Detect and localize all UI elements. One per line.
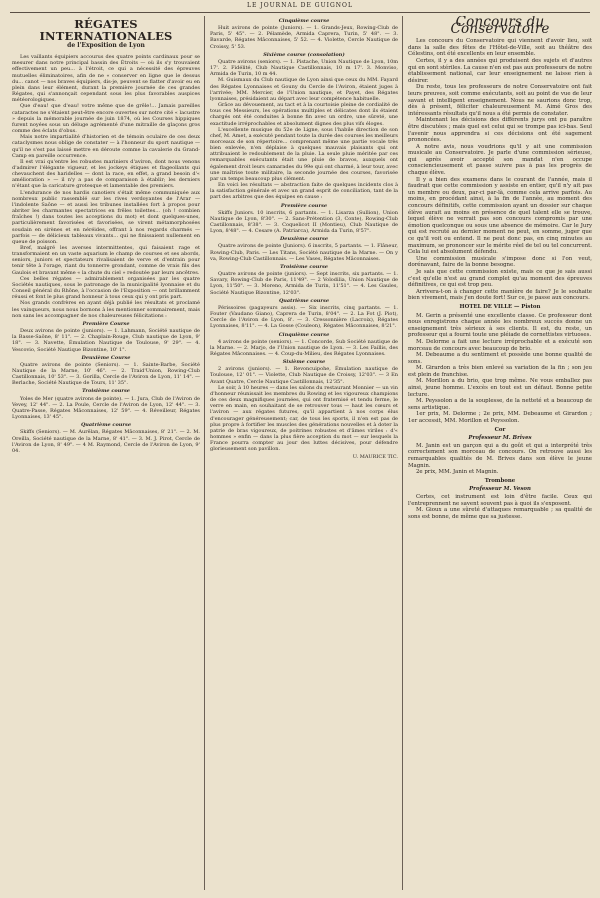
article-paragraph: Certes, cet instrument est loin d'être facile. Ceux qui l'entreprennent ne savent souvent pas à quoi ils s'exposent. (408, 493, 592, 507)
race-title: Deuxième Course (81, 354, 131, 361)
race-title: Sixième course (consolation) (263, 51, 345, 58)
article-paragraph: Je sais que cette commission existe, mais ce que je sais aussi c'est qu'elle n'est au grand complet qu'au moment des épreuves définitives, ce qui est trop peu. (408, 268, 592, 289)
article-paragraph: Du reste, tous les professeurs de notre Conservatoire ont fait leurs preuves, soit comme exécutants, soit au point de vue de leur savant et intelligent enseignement. Nous ne saurions donc trop, dès à présent, féliciter chaleureusement M. Aimé Gros des intéressants résultats qu'il nous a été permis de constater. (408, 84, 592, 117)
article-paragraph: Le soir, à 10 heures — dans les salons du restaurant Monnier — un vin d'honneur réunissait les membres du Rowing et les vigoureux champions de ces deux magnifiques journées, qui ont fraternisé et tendu ferme, le verre en main, en souhaitant de se retrouver tous — haut les cœurs et l'aviron — aux régates futures, qu'il appartient à nos corps élus d'encourager généreusement; car, de tous les sports, il n'en est pas de plus propre à fortifier les muscles des générations nouvelles et à doter la patrie de bras vigoureux, de poitrines robustes et d'âmes viriles : d'« hommes » enfin — dans la plus fière acception du mot — sur lesquels la France pourra compter au jour des luttes décisives, pour défendre glorieusement son pavillon. (210, 384, 398, 453)
regates-headline: RÉGATES INTERNATIONALES (39, 17, 173, 43)
conservatoire-headline: Concours du Conservatoire (450, 16, 550, 37)
article-paragraph: Il est vrai qu'entre les robustes mariniers d'aviron, dont nous venons d'admirer l'élégante vigueur, et les jockeys étiques et flageollants qui chevauchent des haridelles — dont la race, en effet, a grand besoin d'« amélioration » — il n'y a pas de comparaison à établir; les derniers n'étant que la caricature grotesque et lamentable des premiers. (12, 158, 200, 190)
article-paragraph: 1er prix, M. Delorme ; 2e prix, MM. Debeaume et Girardon ; 1er accessit, MM. Morillon et Peyssolon. (408, 411, 592, 425)
race-title: Sixième course (282, 359, 326, 366)
article-paragraph: M. Morillon a du brio, que trop même. Ne vous emballez pas ainsi, jeune homme. L'excès en tout est un défaut. Bonne petite lecture. (408, 378, 592, 398)
article-paragraph: A notre avis, nous voudrions qu'il y ait une commission musicale au Conservatoire. Je parle d'une commission sérieuse, qui après avoir accepté son mandat n'en occupe consciencieusement et passe suivre pas à pas les progrès de chaque élève. (408, 143, 592, 177)
race-title: Première course (280, 202, 328, 209)
article-paragraph: Une commission musicale s'impose donc si l'on veut, dorénavant, faire de la bonne besogne. (408, 255, 592, 269)
article-paragraph: Grâce au dévouement, au tact et à la courtoisie pleine de cordialité de tous ces Messieurs, les opérations multiples et délicates dont ils étaient chargés ont été conduites à bonne fin avec un ordre, une sûreté, une exactitude irréprochables et absolument dignes des plus vifs éloges. (210, 102, 398, 127)
author-signature: U. MAURICE TIC. (352, 454, 398, 461)
race-result: Deux avirons de pointe (juniors). — 1. Lahmann, Société nautique de la Basse-Saône, 8' 11". — 2. Chaplain-Rouge, Club nautique de Lyon, 9' 18". — 3. Navette, Émulation Nautique de Toulouse, 9' 29". — 4. Vescovio, Société Nautique Bizontine, 10' 1". (12, 328, 200, 353)
article-paragraph: M. Gioux a une sûreté d'attaques remarquable ; sa qualité de sons est bonne, de même que sa justesse. (408, 507, 592, 520)
article-paragraph: En voici les résultats — abstraction faite de quelques incidents clos à la satisfaction générale et avec un grand esprit de conciliation, tant de la part des arbitres que des équipes en cause : (210, 182, 398, 201)
section-title: HOTEL DE VILLE — Piston (459, 303, 541, 310)
article-paragraph: L'excellente musique du 52e de Ligne, sous l'habile direction de son chef, M. Amet, a exécuté pendant toute la durée des courses les meilleurs morceaux de son répertoire... comprenant même une partie vocale très bien enlevée, n'en déplaise à quelques mauvais plaisants qui ont attribuaient le redoublement de la pluie. La seule pluie méritée par ces remarquables exécutants était une pluie de bravos, auxquels ont également droit leurs camarades du 99e qui ont charmé, à leur tour, avec une maîtrise toute militaire, la seconde journée des courses, favorisée par un temps beaucoup plus clément. (210, 126, 398, 182)
professor-line: Professeur M. Veson (469, 486, 531, 493)
section-title: Trombone (484, 477, 516, 484)
race-title: Troisième course (82, 388, 130, 395)
column-divider (402, 16, 403, 890)
article-paragraph: M. Gerin a présenté une excellente classe. Ce professeur dont nous enregistrons chaque année les nombreux succès donne un enseignement très sérieux à ses clients. Il est, du reste, un professeur qui a fourni toute une pléiade de cornettistes virtuoses. (408, 312, 592, 339)
top-rule (10, 12, 590, 13)
professor-line: Professeur M. Brives (468, 435, 532, 442)
race-result: Quatre avirons de pointe (juniors). — Sept inscrits, six partants. — 1. Savary, Rowing-Club de Paris, 11'49". — 2 Volodilia, Union Nautique de Lyon, 11'50". — 3. Moreno, Armida de Turin, 11'51". — 4. Les Gaules, Société Nautique Bizontine, 12'03". (210, 271, 398, 296)
article-paragraph: Bref, malgré les averses intermittentes, qui faisaient rage et transformaient en un vaste aquarium le champ de courses et ses abords, seniors, juniors et spectateurs rivalisaient de verve et d'entrain pour tenir tête à l'orage, riant du tonnerre grondant, comme de vrais fils des Gaulois et bravant même « la chute du ciel » redoutée par leurs ancêtres. (12, 245, 200, 276)
race-title: Cinquième course (278, 18, 330, 24)
article-paragraph: M. Janin est un garçon qui a du goût et qui a interprété très correctement son morceau de concours. On retrouve aussi les remarquables qualités de M. Brives dans son élève le jeune Magnin. (408, 442, 592, 469)
article-paragraph: Certes, il y a des années qui produisent des sujets et d'autres qui en sont stériles. La cause n'en est pas aux professeurs de notre établissement national, car leur enseignement ne laisse rien à désirer. (408, 57, 592, 84)
race-result: Yoles de Mer (quatre avirons de pointe). — 1. Jura, Club de l'Aviron de Vevey, 12' 44". — 2. La Poule, Cercle de l'Aviron de Lyon, 12' 44". — 3. Quatre-Passe, Régates Mâconnaises, 12' 59". — 4. Réveilleur, Régates Lyonnaises, 13' 45". (12, 395, 200, 421)
article-paragraph: M. Girardon a très bien enlevé sa variation de la fin ; son jeu est plein de franchise. (408, 365, 592, 378)
column-divider (204, 16, 205, 890)
column-results (210, 16, 398, 892)
race-result: 2 avirons (juniors). — 1. Revoncuipohe, Émulation nautique de Toulouse, 12' 01". — Violette, Club Nautique de Croissy, 12'03". — 3 En Avant Quatre, Cercle Nautique Castillonnais, 12'35". (210, 366, 398, 385)
race-result: Quatre avirons (seniors). — 1. Pistache, Union Nautique de Lyon, 10m 17'. 2. Fidélité, Club Nautique Castillonnais, 10 m 17'. 3. Monviso, Armida de Turin, 10 m 44. (210, 58, 398, 78)
article-paragraph: M. Debeaume a du sentiment et possède une bonne qualité de sons. (408, 352, 592, 365)
race-result: Quatre avirons de pointe (Juniors). 6 inscrits, 5 partants. — 1. Flâneur, Rowing-Club, Paris. — Les Titans, Société nautique de la Marne. — On y va, Rowing-Club Castillonnais. — Les Vases, Régates Mâconnaises. (210, 243, 398, 262)
race-result: Quatre avirons de pointe (Seniors). — 1. Sainte-Barbe, Société Nautique de la Marne, 10' 46". — 2. Traid'Union, Rowing-Club Castillonnais, 10' 53". — 3. Gorilla, Cercle de l'Aviron de Lyon, 11' 14". — Berlache, Société Nautique de Tours, 11' 35". (12, 361, 200, 387)
race-title: Deuxième course (279, 236, 329, 243)
article-paragraph: 2e prix, MM. Janin et Magnin. (416, 469, 499, 476)
article-paragraph: Ces belles régates — admirablement organisées par les quatre Sociétés nautiques, sous le patronage de la municipalité lyonnaise et du Conseil général du Rhône, à l'occasion de l'Exposition — ont brillamment réussi et font le plus grand honneur à tous ceux qui y ont pris part. (12, 275, 200, 301)
race-title: Quatrième course (80, 422, 132, 429)
masthead (0, 2, 600, 9)
race-title: Première Course (82, 320, 130, 327)
article-paragraph: M. Peyssolon a de la souplesse, de la netteté et a beaucoup de sens artistique. (408, 398, 592, 411)
article-paragraph: Les vaillants équipiers accourus des quatre points cardinaux pour se mesurer dans notre principal bassin des Étroits — où ils s'y trouvaient effectivement un peu... à l'étroit, ce qui a nécessité des épreuves mutuelles éliminatoires, afin de ne « conserver en ligne que le dessus du... canot — nos braves équipiers, dis-je, peuvent se flatter d'avoir eu en plein dans leur élément, durant la première journée de ces grandes Régates, qui s'annonçait cependant sous les plus favorables auspices météorologiques. (12, 54, 200, 104)
article-paragraph: Nos grands confrères en ayant déjà publié les résultats et proclamé les vainqueurs, nous nous bornons à les mentionner sommairement, mais non sans les accompagner de nos chaleureuses félicitations : (12, 300, 200, 319)
race-title: Cinquième course (278, 331, 330, 338)
race-title: Troisième course (280, 263, 328, 270)
masthead-title: LE JOURNAL DE GUIGNOL (247, 2, 353, 9)
column-conservatoire (408, 16, 592, 892)
article-paragraph: L'endurance de nos hardis canotiers s'était même communiquée aux nombreux public rassemblé sur les rives verdoyantes de l'Arar — l'indolente Saône — et aussi les tribunes installées fort à propos pour abriter les charmantes spectatrices en frêles toilettes... (oh ! combien fraîches !) dans toutes les acceptions du mot) et dont quelques-unes, particulièrement favorisées et favorisées, se virent métamorphosées soudain en sirènes et en néréides, offrant à nos regards charmés — parfois — de délicieux tableaux vivants... qui ne finissaient nullement en queue de poisson. (12, 189, 200, 245)
section-title: Cor (494, 426, 506, 433)
column-regates (12, 16, 200, 892)
race-result: Skiffs Juniors. 10 inscrits, 6 partants. — 1. Lisarza (Sullion), Union Nautique de Lyon, 8'30". — 2. Sans-Prétention (3, Conte), Rowing-Club Castillonnais, 8'38". — 3. Coquelicot II (Montieu), Club Nautique de Lyon, 8'48". — 4. Cesare (A. Patriarca), Armida da Turin, 8'57". (210, 209, 398, 235)
article-paragraph: Maintenant les décisions des différents jurys ont pu paraître être discutées ; mais quel est celui qui se trompe pas ici-bas. Seul l'avenir nous apprendra si ces décisions ont été sagement prononcées. (408, 117, 592, 144)
article-paragraph: M. Delorme a fait une lecture irréprochable et a exécuté son morceau de concours avec beaucoup de brio. (408, 338, 592, 352)
article-paragraph: Mais notre impartialité d'historien et de témoin oculaire de ces deux cataclysmes nous oblige de constater — à l'honneur du sport nautique — qu'il ne s'est pas laissé mettre en déroute comme la cavalerie du Grand-Camp en pareille occurrence. (12, 134, 200, 159)
article-paragraph: Que d'eau! que d'eau! votre même que de grêle!... Jamais pareilles cataractes ne s'étaient peut-être encore ouvertes sur notre cité « lacustre » depuis la mémorable journée de juin 1874, où les Courses hippiques furent noyées sous un déluge agrémenté d'une mitraille de glaçons gros comme des éclats d'obus. (12, 103, 200, 135)
article-paragraph: Les concours du Conservatoire qui viennent d'avoir lieu, soit dans la salle des fêtes de l'Hôtel-de-Ville, soit au théâtre des Célestins, ont été excellents en leur ensemble. (408, 38, 592, 58)
race-result: Huit avirons de pointe (Juniors). — 1. Grands-Jeux, Rowing-Club de Paris, 5' 45". — 2. Pélamède, Armida Caprera, Turin, 5' 48". — 3. Bavarde, Régates Mâconnaises, 5' 52. — 4. Violette, Cercle Nautique de Croissy, 5' 53. (210, 25, 398, 50)
article-paragraph: Il y a bien des examens dans le courant de l'année, mais il faudrait que cette commission y assiste en entier, qu'il n'y ait pas un membre ou deux, par-ci par-là, comme cela arrive parfois. Au moins, en procédant ainsi, à la fin de l'année, au moment des concours définitifs, cette commission ayant un dossier sur chaque élève aurait au moins en présence de quel talent elle se trouve, lequel élève ne verrait pas son concours compromis par une émotion quelconque ou sous une absence de mémoire. Car le Jury qui est recruté au dernier moment ne peut, en somme, juger que ce qu'il voit ou entend. Il ne peut donc pas, en cinq minutes au maximum, se prononcer sur le mérite réel de tel ou tel concurrent. Cela lui est absolument défendu. (408, 176, 592, 256)
race-result: Skiffs (Seniors). — M. Aurêlan, Régates Mâconnaises, 8' 21". — 2. M. Oreilla, Société nautique de la Marne, 8' 41". — 3. M. J. Pirot, Cercle de l'Aviron de Lyon, 8' 49". — 4 M. Raymond, Cercle de l'Aviron de Lyon, 9' 04. (12, 429, 200, 454)
race-title: Quatrième course (278, 297, 330, 304)
race-result: Périssoires (pagayeurs assis). — Six inscrits, cinq partants. — 1. Fouter (Vaudano Giano), Caprera de Turin, 8'04". — 2. La Fot (J. Piot), Cercle de l'Aviron de Lyon, 8'. — 3. Cressonnière (Lacroix), Régates Lyonnaises, 8'11". — 4. La Gosse (Couleon), Régates Mâconnaises, 8'21". (210, 304, 398, 330)
regates-subhead: de l'Exposition de Lyon (67, 42, 145, 49)
article-paragraph: Arrivera-t-on à changer cette manière de faire? Je le souhaite bien vivement, mais j'en doute fort! Sur ce, je passe aux concours. (408, 288, 592, 302)
race-result: 4 avirons de pointe (seniors). — 1. Concorde, Sub Société nautique de la Marne. — 2. Marjo, de l'Union nautique de Lyon. — 3. Les Faillis, des Régates Mâconnaises. — 4. Coup-du-Milieu, des Régates Lyonnaises. (210, 338, 398, 357)
article-paragraph: M. Guismaux du Club nautique de Lyon ainsi que ceux du MM. Fayard des Régates Lyonnaises et Gouny du Cercle de l'Aviron, étaient juges à l'arrivée; MM. Mercier, de l'Union nautique, et Payet, des Régates lyonnaises, présidaient au départ avec leur compétence habituelle. (210, 77, 398, 102)
